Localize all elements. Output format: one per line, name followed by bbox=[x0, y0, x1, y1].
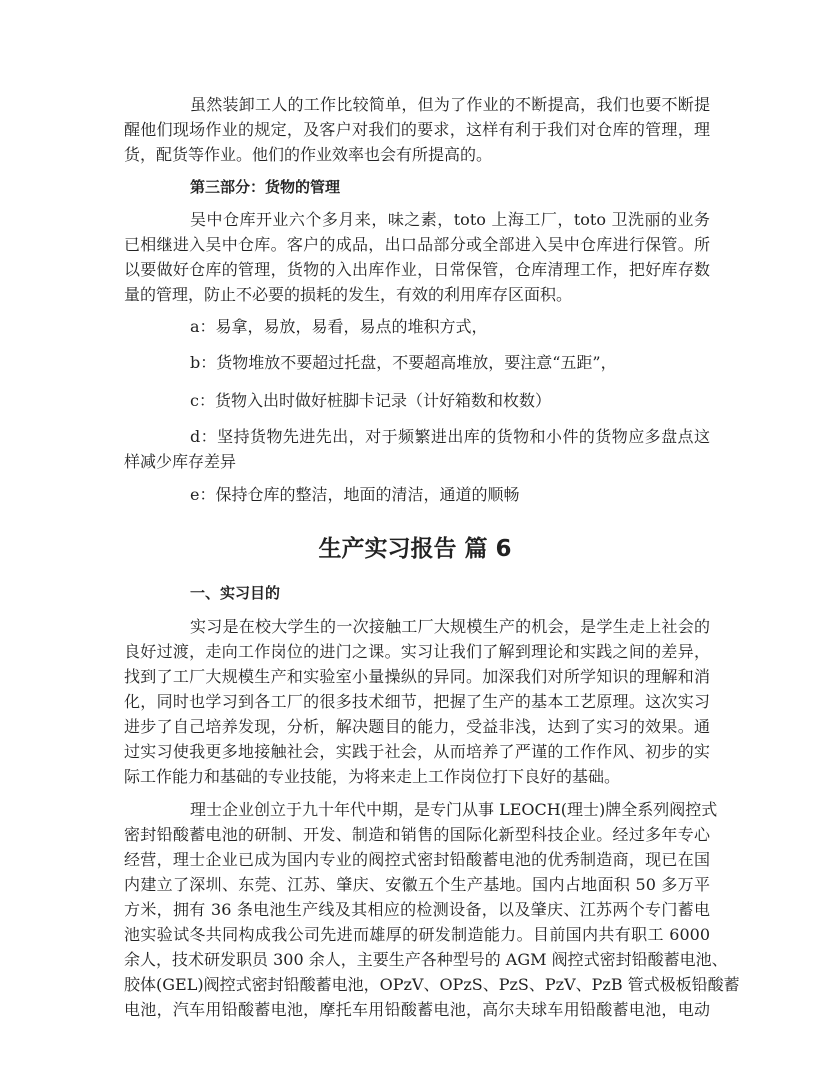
list-item: c：货物入出时做好桩脚卡记录（计好箱数和枚数） bbox=[190, 391, 551, 410]
section-heading: 第三部分：货物的管理 bbox=[190, 178, 341, 196]
paragraph-line: 理士企业创立于九十年代中期，是专门从事 LEOCH(理士)牌全系列阀控式 bbox=[190, 800, 718, 819]
paragraph-line: 胶体(GEL)阀控式密封铅酸蓄电池，OPzV、OPzS、PzS、PzV、PzB 管式极板铅酸蓄 bbox=[124, 975, 740, 994]
paragraph-line: 已相继进入吴中仓库。客户的成品，出口品部分或全部进入吴中仓库进行保管。所 bbox=[124, 235, 710, 254]
section-heading: 一、实习目的 bbox=[190, 584, 281, 602]
paragraph-line: 虽然装卸工人的工作比较简单，但为了作业的不断提高，我们也要不断提 bbox=[190, 95, 710, 114]
paragraph-line: 醒他们现场作业的规定，及客户对我们的要求，这样有利于我们对仓库的管理，理 bbox=[124, 120, 710, 139]
paragraph-line: 良好过渡，走向工作岗位的进门之课。实习让我们了解到理论和实践之间的差异， bbox=[124, 642, 710, 661]
paragraph-line: 以要做好仓库的管理，货物的入出库作业，日常保管，仓库清理工作，把好库存数 bbox=[124, 260, 710, 279]
paragraph-line: 余人，技术研发职员 300 余人，主要生产各种型号的 AGM 阀控式密封铅酸蓄电池、 bbox=[124, 950, 728, 969]
paragraph-line: 找到了工厂大规模生产和实验室小量操纵的异同。加深我们对所学知识的理解和消 bbox=[124, 667, 710, 686]
list-item: e：保持仓库的整洁，地面的清洁，通道的顺畅 bbox=[190, 485, 520, 504]
paragraph-line: 过实习使我更多地接触社会，实践于社会，从而培养了严谨的工作作风、初步的实 bbox=[124, 742, 710, 761]
paragraph-line: 内建立了深圳、东莞、江苏、肇庆、安徽五个生产基地。国内占地面积 50 多万平 bbox=[124, 875, 710, 894]
paragraph-line: 量的管理，防止不必要的损耗的发生，有效的利用库存区面积。 bbox=[124, 285, 573, 304]
list-item: b：货物堆放不要超过托盘，不要超高堆放，要注意“五距”， bbox=[190, 353, 617, 372]
list-item: a：易拿，易放，易看，易点的堆积方式， bbox=[190, 317, 488, 336]
list-item: d：坚持货物先进先出，对于频繁进出库的货物和小件的货物应多盘点这 bbox=[190, 427, 710, 446]
report-title: 生产实习报告 篇 6 bbox=[318, 536, 512, 562]
paragraph-line: 吴中仓库开业六个多月来，味之素，toto 上海工厂，toto 卫洗丽的业务 bbox=[190, 210, 710, 229]
paragraph-line: 方米，拥有 36 条电池生产线及其相应的检测设备，以及肇庆、江苏两个专门蓄电 bbox=[124, 900, 710, 919]
paragraph-line: 池实验试冬共同构成我公司先进而雄厚的研发制造能力。目前国内共有职工 6000 bbox=[124, 925, 710, 944]
paragraph-line: 密封铅酸蓄电池的研制、开发、制造和销售的国际化新型科技企业。经过多年专心 bbox=[124, 825, 710, 844]
paragraph-line: 化，同时也学习到各工厂的很多技术细节，把握了生产的基本工艺原理。这次实习 bbox=[124, 692, 710, 711]
paragraph-line: 实习是在校大学生的一次接触工厂大规模生产的机会，是学生走上社会的 bbox=[190, 617, 710, 636]
paragraph-line: 进步了自己培养发现，分析，解决题目的能力，受益非浅，达到了实习的效果。通 bbox=[124, 717, 710, 736]
list-item: 样减少库存差异 bbox=[124, 452, 237, 471]
paragraph-line: 经营，理士企业已成为国内专业的阀控式密封铅酸蓄电池的优秀制造商，现已在国 bbox=[124, 850, 710, 869]
paragraph-line: 际工作能力和基础的专业技能，为将来走上工作岗位打下良好的基础。 bbox=[124, 767, 621, 786]
paragraph-line: 货，配货等作业。他们的作业效率也会有所提高的。 bbox=[124, 145, 493, 164]
paragraph-line: 电池，汽车用铅酸蓄电池，摩托车用铅酸蓄电池，高尔夫球车用铅酸蓄电池，电动 bbox=[124, 1000, 710, 1019]
